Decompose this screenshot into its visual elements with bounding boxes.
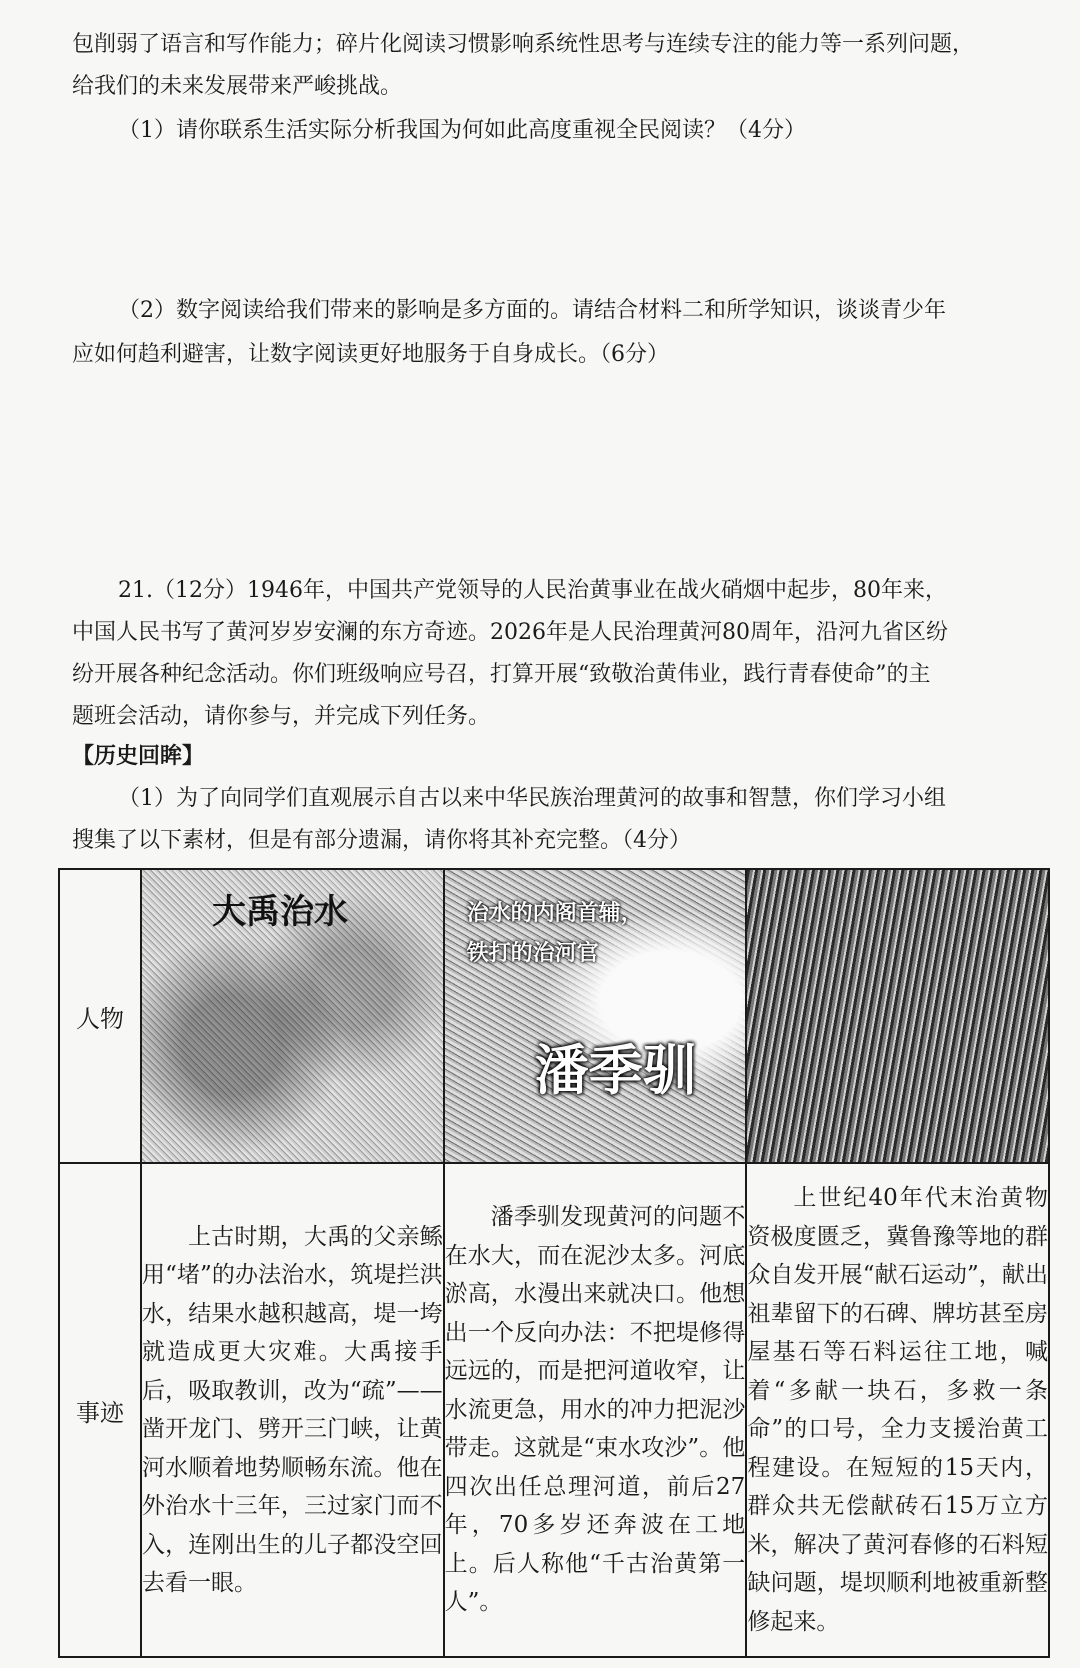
task-1-line-2: 搜集了以下素材，但是有部分遗漏，请你将其补充完整。（4分） (72, 828, 691, 853)
deeds-dayu-text: 上古时期，大禹的父亲鲧用“堵”的办法治水，筑堤拦洪水，结果水越积越高，堤一垮就造成更大灾难。大禹接手后，吸取教训，改为“疏”——凿开龙门、劈开三门峡，让黄河水顺着地势顺畅东流。他在外治水十三年，三过家门而不入，连刚出生的儿子都没空回去看一眼。 (142, 1223, 443, 1596)
section-heading: 【历史回眸】 (72, 744, 205, 769)
deeds-crowd-text: 上世纪40年代末治黄物资极度匮乏，冀鲁豫等地的群众自发开展“献石运动”，献出祖辈留下的石碑、牌坊甚至房屋基石等石料运往工地，喊着“多献一块石，多救一条命”的口号，全力支援治黄工程建设。在短短的15天内，群众共无偿献砖石15万立方米，解决了黄河春修的石料短缺问题，堤坝顺利地被重新整修起来。 (747, 1185, 1048, 1635)
deeds-dayu (141, 1163, 444, 1657)
dayu-image-title: 大禹治水 (212, 892, 348, 932)
deeds-crowd (746, 1163, 1049, 1657)
question-2-line-1: （2）数字阅读给我们带来的影响是多方面的。请结合材料二和所学知识，谈谈青少年 (118, 298, 946, 323)
row-head-deeds: 事迹 (59, 1163, 141, 1657)
intro-line-2: 给我们的未来发展带来严峻挑战。 (72, 74, 403, 99)
question-1: （1）请你联系生活实际分析我国为何如此高度重视全民阅读？（4分） (118, 118, 806, 143)
pan-image-name: 潘季驯 (534, 1039, 697, 1102)
material-table (58, 868, 1050, 1658)
image-cell-dayu (141, 869, 444, 1163)
crowd-photo (747, 870, 1048, 1162)
question-21-line-2: 中国人民书写了黄河岁岁安澜的东方奇迹。2026年是人民治理黄河80周年，沿河九省区纷 (72, 620, 948, 645)
task-1-line-1: （1）为了向同学们直观展示自古以来中华民族治理黄河的故事和智慧，你们学习小组 (118, 786, 946, 811)
image-cell-pan (444, 869, 747, 1163)
dayu-illustration (142, 870, 443, 1162)
pan-image-caption-1: 治水的内阁首辅， (466, 901, 643, 926)
question-21-line-3: 纷开展各种纪念活动。你们班级响应号召，打算开展“致敬治黄伟业，践行青春使命”的主 (72, 662, 931, 687)
image-cell-crowd (746, 869, 1049, 1163)
deeds-pan (444, 1163, 747, 1657)
row-head-person: 人物 (59, 869, 141, 1163)
pan-illustration (445, 870, 746, 1162)
question-2-line-2: 应如何趋利避害，让数字阅读更好地服务于自身成长。（6分） (72, 342, 669, 367)
intro-line-1: 包削弱了语言和写作能力；碎片化阅读习惯影响系统性思考与连续专注的能力等一系列问题， (72, 32, 975, 57)
question-21-line-4: 题班会活动，请你参与，并完成下列任务。 (72, 704, 491, 729)
pan-image-caption-2: 铁打的治河官 (466, 941, 599, 966)
question-21-line-1: 21.（12分）1946年，中国共产党领导的人民治黄事业在战火硝烟中起步，80年来， (118, 578, 947, 603)
deeds-pan-text: 潘季驯发现黄河的问题不在水大，而在泥沙太多。河底淤高，水漫出来就决口。他想出一个反向办法：不把堤修得远远的，而是把河道收窄，让水流更急，用水的冲力把泥沙带走。这就是“束水攻沙”。他四次出任总理河道，前后27年，70多岁还奔波在工地上。后人称他“千古治黄第一人”。 (444, 1204, 746, 1616)
